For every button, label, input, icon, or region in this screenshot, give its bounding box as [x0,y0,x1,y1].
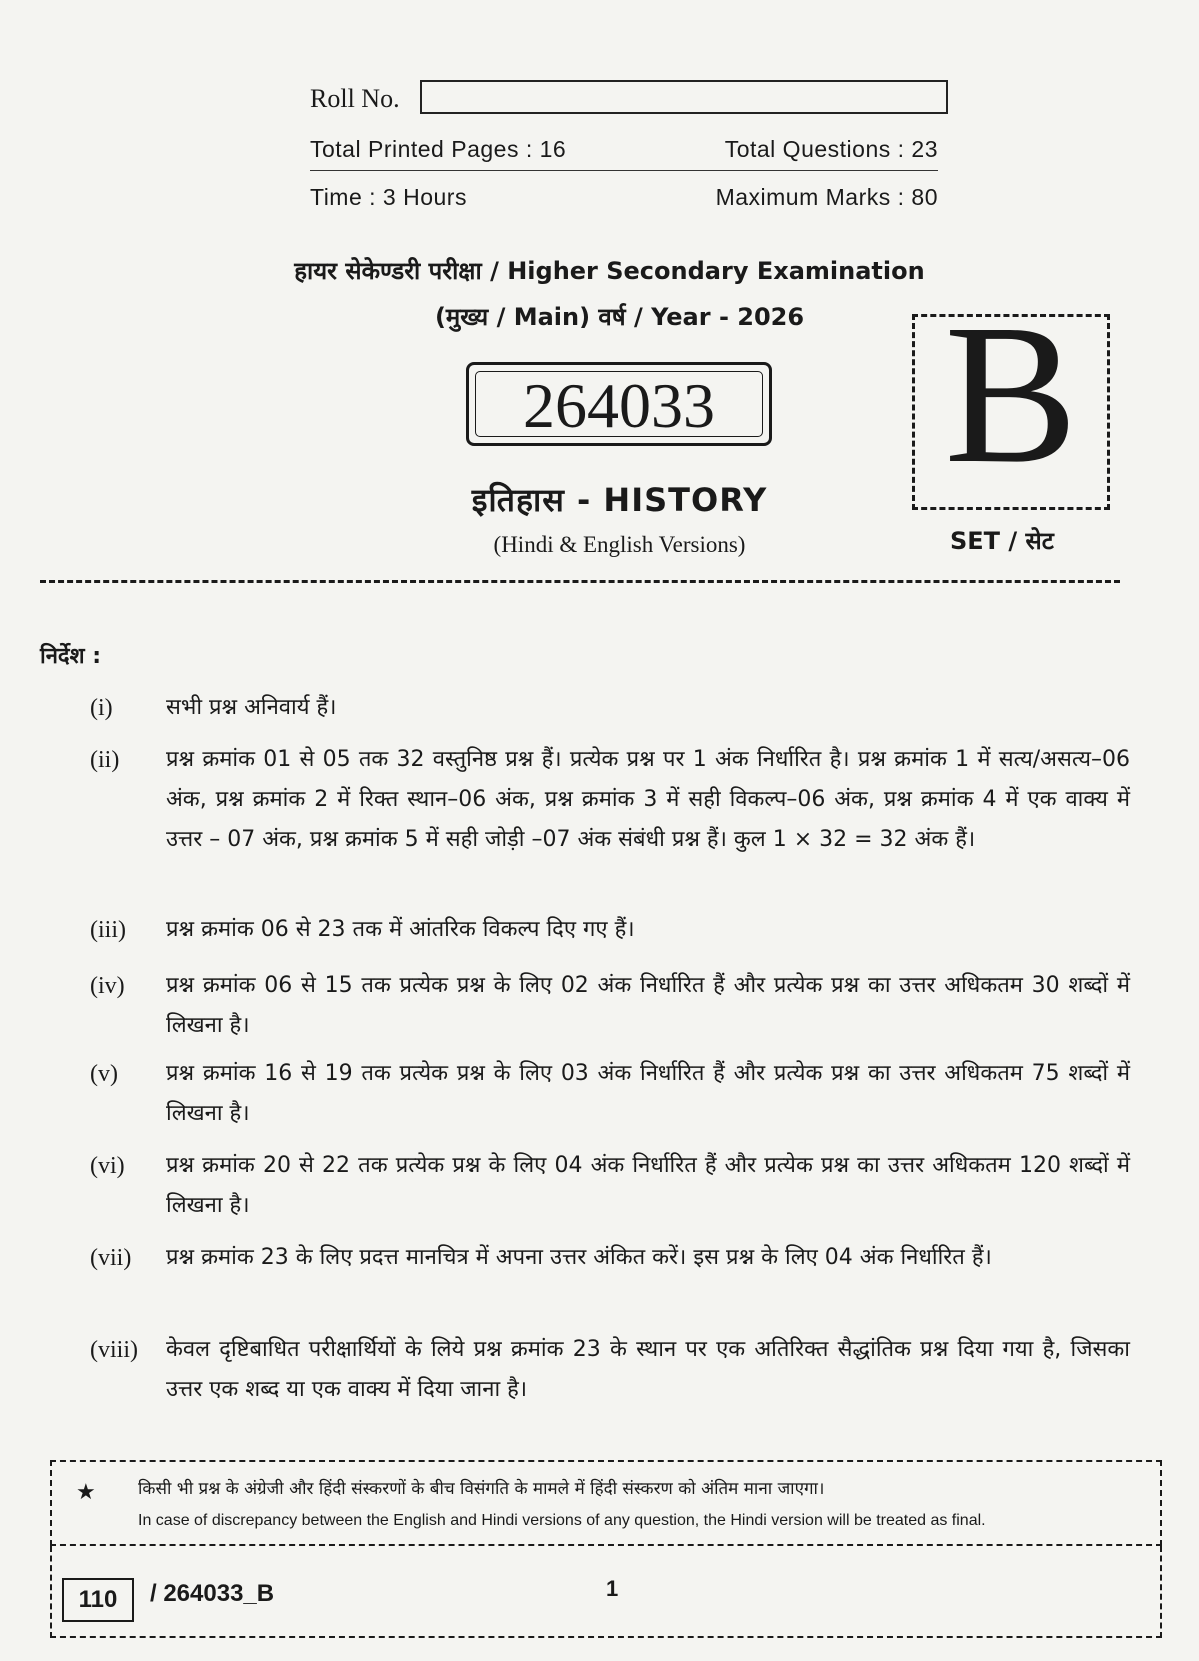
subject-title: इतिहास - HISTORY [471,481,768,519]
instruction-item [90,1054,1130,1134]
set-letter: B [944,284,1078,505]
header-row-time [310,178,938,214]
instruction-text: प्रश्न क्रमांक 06 से 15 तक प्रत्येक प्रश्न के लिए 02 अंक निर्धारित हैं और प्रत्येक प्रश्न का उत्तर अधिकतम 30 शब्दों में लिखना है। [166,973,1130,1038]
star-icon: ★ [76,1480,96,1505]
instruction-item [90,1330,1130,1410]
exam-year: (मुख्य / Main) वर्ष / Year - 2026 [434,303,805,331]
total-pages: Total Printed Pages : 16 [310,136,567,162]
instruction-item [90,966,1130,1046]
maximum-marks: Maximum Marks : 80 [715,184,938,210]
instruction-item [90,688,1130,728]
discrepancy-note-box [50,1460,1162,1546]
section-divider [40,580,1120,583]
paper-code: 264033 [523,370,715,441]
instruction-text: प्रश्न क्रमांक 23 के लिए प्रदत्त मानचित्र में अपना उत्तर अंकित करें। इस प्रश्न के लिए 04 अंक निर्धारित हैं। [166,1245,992,1270]
instruction-text: सभी प्रश्न अनिवार्य हैं। [166,695,337,720]
instruction-text: प्रश्न क्रमांक 20 से 22 तक प्रत्येक प्रश्न के लिए 04 अंक निर्धारित हैं और प्रत्येक प्रश्न का उत्तर अधिकतम 120 शब्दों में लिखना है। [166,1153,1130,1218]
versions-label: (Hindi & English Versions) [493,532,746,557]
instruction-item [90,1238,1130,1278]
instruction-item [90,910,1130,950]
header-row-pages [310,130,938,171]
total-questions: Total Questions : 23 [724,136,938,162]
instruction-item [90,1146,1130,1226]
instruction-text: प्रश्न क्रमांक 06 से 23 तक में आंतरिक विकल्प दिए गए हैं। [166,917,635,942]
exam-title: हायर सेकेण्डरी परीक्षा / Higher Secondary Examination [294,257,925,285]
instruction-number: (iii) [90,917,126,943]
instruction-text: केवल दृष्टिबाधित परीक्षार्थियों के लिये प्रश्न क्रमांक 23 के स्थान पर एक अतिरिक्त सैद्धांतिक प्रश्न दिया गया है, जिसका उत्तर एक शब्द या एक वाक्य में दिया जाना है। [166,1337,1130,1402]
instruction-number: (viii) [90,1337,138,1363]
instruction-number: (vi) [90,1153,125,1179]
instruction-number: (iv) [90,973,125,999]
instruction-item [90,740,1130,860]
instruction-number: (v) [90,1061,118,1087]
page-number: 1 [606,1576,619,1601]
instruction-text: प्रश्न क्रमांक 16 से 19 तक प्रत्येक प्रश्न के लिए 03 अंक निर्धारित हैं और प्रत्येक प्रश्न का उत्तर अधिकतम 75 शब्दों में लिखना है। [166,1061,1130,1126]
exam-time: Time : 3 Hours [310,184,467,210]
roll-number-box [420,80,948,114]
roll-number-label: Roll No. [310,84,400,113]
instructions-heading: निर्देश : [40,644,102,669]
note-hindi: किसी भी प्रश्न के अंग्रेजी और हिंदी संस्करणों के बीच विसंगति के मामले में हिंदी संस्करण को अंतिम माना जाएगा। [138,1479,825,1499]
instruction-number: (i) [90,695,113,721]
instruction-number: (ii) [90,747,120,773]
paper-code-box [466,362,772,446]
instruction-text: प्रश्न क्रमांक 01 से 05 तक 32 वस्तुनिष्ठ प्रश्न हैं। प्रत्येक प्रश्न पर 1 अंक निर्धारित है। प्रश्न क्रमांक 1 में सत्य/असत्य–06 अंक, प्रश्न क्रमांक 2 में रिक्त स्थान–06 अंक, प्रश्न क्रमांक 3 में सही विकल्प–06 अंक, प्रश्न क्रमांक 4 में एक वाक्य में उत्तर – 07 अंक, प्रश्न क्रमांक 5 में सही जोड़ी –07 अंक संबंधी प्रश्न हैं। कुल 1 × 32 = 32 अंक हैं। [166,747,1130,852]
paper-reference: / 264033_B [150,1580,275,1607]
note-english: In case of discrepancy between the English and Hindi versions of any question, the Hindi version will be treated as final. [138,1512,986,1529]
page-code: 110 [62,1578,134,1622]
set-label: SET / सेट [950,527,1054,555]
instruction-number: (vii) [90,1245,132,1271]
